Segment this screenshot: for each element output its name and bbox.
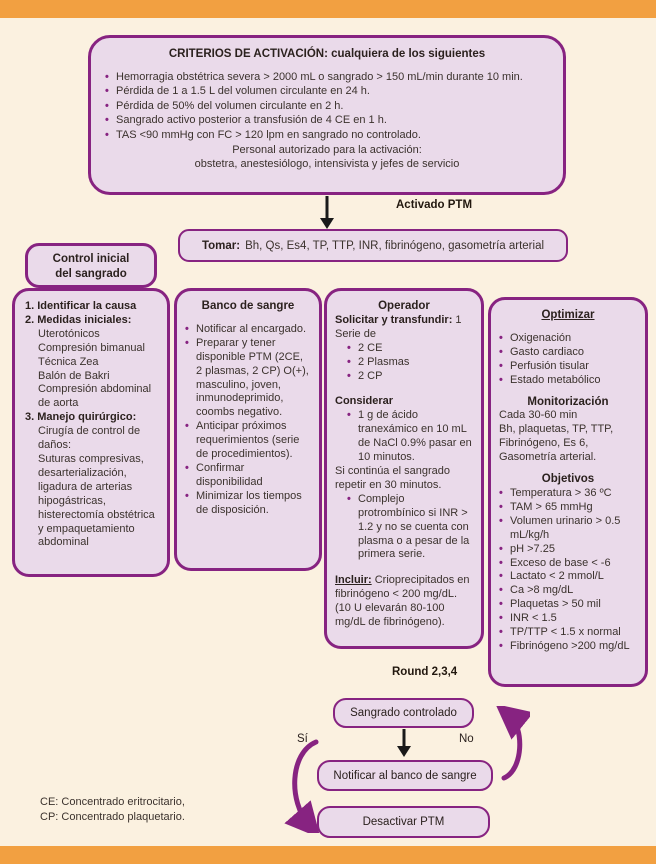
bullet-icon: • [347,492,351,505]
bullet-icon: • [105,114,109,127]
control-inicial-header [25,243,157,288]
step-1: 1. Identificar la causa [25,300,137,312]
banco-item [185,337,311,420]
operador-title: Operador [378,300,430,312]
criteria-item [105,84,549,99]
considerar-title: Considerar [335,395,394,408]
measure-item: Balón de Bakri [38,369,110,382]
bullet-icon: • [499,486,503,499]
objetivo-item [499,501,637,515]
objetivo-item-text: Plaquetas > 50 mil [510,598,601,611]
bullet-icon: • [499,626,503,639]
considerar-item-text: 1 g de ácido tranexámico en 10 mL de NaCl 0.9% pasar en 10 minutos. [358,409,472,464]
objetivo-item-text: TAM > 65 mmHg [510,500,593,513]
banco-item-text: Notificar al encargado. [196,322,307,335]
objetivo-item-text: TP/TTP < 1.5 x normal [510,626,621,639]
tomar-box [178,229,568,262]
incluir-paragraph [335,574,473,630]
criteria-item-text: Pérdida de 50% del volumen circulante en 2 h. [116,99,344,112]
banco-item-text: Anticipar próximos requerimientos (serie de procedimientos). [196,420,300,461]
objetivo-item-text: Ca >8 mg/dL [510,584,574,597]
objetivo-item [499,543,637,557]
banco-item [185,462,311,490]
bullet-icon: • [499,331,503,344]
footnote-line-ce: CE: Concentrado eritrocitario, [40,796,185,808]
bullet-icon: • [185,322,189,335]
banco-item-text: Confirmar disponibilidad [196,461,263,488]
objetivo-item-text: Exceso de base < -6 [510,556,611,569]
desactivar-ptm-box: Desactivar PTM [317,806,490,838]
measure-item: Compresión bimanual [38,341,145,354]
monitor-line: Fibrinógeno, Es 6, [499,437,589,450]
criteria-item-text: Pérdida de 1 a 1.5 L del volumen circulante en 24 h. [116,85,370,98]
objetivo-item [499,487,637,501]
bullet-icon: • [347,355,351,368]
tomar-tests: Bh, Qs, Es4, TP, TTP, INR, fibrinógeno, gasometría arterial [245,239,545,252]
monitor-line: Gasometría arterial. [499,451,597,464]
activation-criteria-box [88,35,566,195]
optimizar-item [499,360,637,374]
incluir-label: Incluir: [335,574,372,587]
bullet-icon: • [499,500,503,513]
objetivo-item [499,584,637,598]
objetivo-item-text: Lactato < 2 mmol/L [510,570,604,583]
bullet-icon: • [499,345,503,358]
bullet-icon: • [499,598,503,611]
bullet-icon: • [105,128,109,141]
bullet-icon: • [499,556,503,569]
bullet-icon: • [499,542,503,555]
objetivo-item [499,515,637,543]
objetivo-item [499,640,637,654]
bullet-icon: • [105,85,109,98]
criteria-item-text: TAS <90 mmHg con FC > 120 lpm en sangrado no controlado. [116,128,421,141]
objetivo-item [499,570,637,584]
bullet-icon: • [105,70,109,83]
banco-de-sangre-column [174,288,322,571]
bullet-icon: • [499,570,503,583]
bullet-icon: • [185,461,189,474]
optimizar-item [499,332,637,346]
surgical-item: Cirugía de control de daños: [38,425,141,452]
objetivo-item-text: INR < 1.5 [510,612,557,625]
optimizar-item [499,346,637,360]
continua-text: Si continúa el sangrado repetir en 30 minutos. [335,464,450,491]
criteria-item [105,99,549,114]
optimizar-item [499,374,637,388]
solicitar-line [335,314,473,328]
curved-arrow-si-icon [282,737,322,833]
optimizar-item-text: Perfusión tisular [510,359,589,372]
step-3: 3. Manejo quirúrgico: [25,411,137,424]
objetivo-item [499,612,637,626]
bullet-icon: • [185,420,189,433]
control-header-line1: Control inicial [52,253,130,265]
objetivo-item-text: Volumen urinario > 0.5 mL/kg/h [510,514,621,541]
optimizar-item-text: Oxigenación [510,331,572,344]
serie-line: Serie de [335,327,376,340]
criteria-item [105,113,549,128]
serie-item-text: 2 Plasmas [358,355,410,368]
optimizar-item-text: Estado metabólico [510,373,601,386]
banco-item [185,420,311,462]
tomar-label: Tomar: [201,239,241,252]
criteria-title: CRITERIOS DE ACTIVACIÓN: cualquiera de los siguientes [168,48,486,60]
control-header-line2: del sangrado [55,268,127,280]
banco-item-text: Minimizar los tiempos de disposición. [196,489,302,516]
bullet-icon: • [347,341,351,354]
objetivo-item-text: pH >7.25 [510,542,555,555]
banco-title: Banco de sangre [201,300,295,312]
bullet-icon: • [499,359,503,372]
serie-item [347,356,473,370]
criteria-item [105,70,549,85]
operador-column [324,288,484,649]
measure-item: Compresión abdominal de aorta [38,383,152,410]
considerar-item [347,409,473,465]
solicitar-value: 1 [455,313,462,326]
round-label: Round 2,3,4 [392,666,458,678]
objetivos-title: Objetivos [541,473,595,486]
optimizar-column [488,297,648,687]
objetivo-item [499,557,637,571]
criteria-item [105,128,549,143]
complejo-item [347,493,473,563]
complejo-item-text: Complejo protrombínico si INR > 1.2 y no se cuenta con plasma o a pesar de la primera serie. [358,492,470,561]
objetivo-item-text: Fibrinógeno >200 mg/dL [510,639,630,652]
objetivo-item [499,626,637,640]
serie-item-text: 2 CP [358,369,383,382]
monitor-line: Cada 30-60 min [499,409,578,422]
measure-item: Uterotónicos [38,327,100,340]
step-2: 2. Medidas iniciales: [25,313,132,326]
criteria-item-text: Hemorragia obstétrica severa > 2000 mL o sangrado > 150 mL/min durante 10 min. [116,70,523,83]
authorized-personnel-line: Personal autorizado para la activación: [232,143,422,156]
sangrado-controlado-box: Sangrado controlado [333,698,474,728]
measure-item: Técnica Zea [38,355,99,368]
authorized-roles-line: obstetra, anestesiólogo, intensivista y jefes de servicio [194,158,460,171]
bullet-icon: • [347,369,351,382]
bullet-icon: • [499,639,503,652]
monitor-line: Bh, plaquetas, TP, TTP, [499,423,614,436]
bottom-orange-bar [0,846,656,864]
monitorizacion-title: Monitorización [527,395,609,408]
serie-item [347,342,473,356]
banco-item [185,323,311,337]
down-arrow-icon [317,196,337,230]
no-label: No [459,733,474,745]
notificar-banco-box: Notificar al banco de sangre [317,760,493,791]
bullet-icon: • [347,409,351,422]
activado-ptm-label: Activado PTM [396,199,473,211]
abbreviations-footnote [40,795,185,825]
serie-item [347,370,473,384]
si-label: Sí [297,733,308,745]
serie-item-text: 2 CE [358,341,383,354]
objetivo-item [499,598,637,612]
bullet-icon: • [499,584,503,597]
objetivo-item-text: Temperatura > 36 ºC [510,486,612,499]
solicitar-label: Solicitar y transfundir: [335,313,453,326]
banco-item [185,490,311,518]
down-arrow-icon [394,729,414,758]
optimizar-title: Optimizar [541,309,595,321]
surgical-item: Suturas compresivas, desarterialización, ligadura de arterias hipogástricas, histerectomía obstétrica y empaquetamiento abdominal [38,452,155,549]
control-inicial-column [12,288,170,577]
bullet-icon: • [185,336,189,349]
bullet-icon: • [499,373,503,386]
incluir-text: Crioprecipitados en fibrinógeno < 200 mg/dL. (10 U elevarán 80-100 mg/dL de fibrinógeno). [335,574,470,629]
banco-item-text: Preparar y tener disponible PTM (2CE, 2 plasmas, 2 CP) O(+), masculino, joven, inmunodeprimido, coombs negativo. [196,336,309,419]
bullet-icon: • [499,612,503,625]
top-orange-bar [0,0,656,18]
optimizar-item-text: Gasto cardiaco [510,345,584,358]
bullet-icon: • [185,489,189,502]
footnote-line-cp: CP: Concentrado plaquetario. [40,811,185,823]
criteria-item-text: Sangrado activo posterior a transfusión de 4 CE en 1 h. [116,114,387,127]
bullet-icon: • [499,514,503,527]
bullet-icon: • [105,99,109,112]
curved-arrow-no-icon [496,706,530,786]
